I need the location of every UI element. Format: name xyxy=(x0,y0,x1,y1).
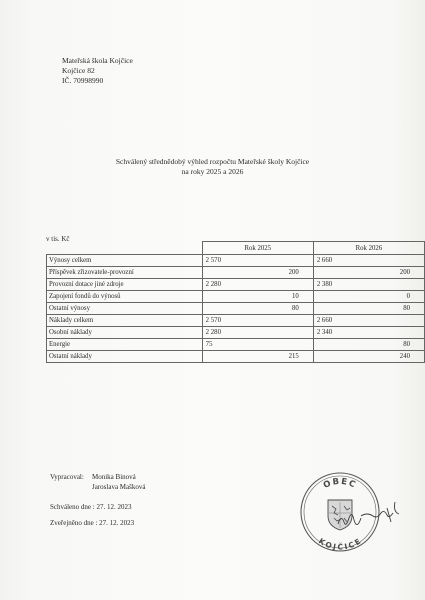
value-2025: 75 xyxy=(202,339,313,351)
prepared-by xyxy=(50,473,146,491)
value-2026: 240 xyxy=(313,351,424,363)
value-2026: 2 660 xyxy=(313,255,424,267)
school-id: IČ. 70998990 xyxy=(62,76,104,85)
currency-unit: v tis. Kč xyxy=(46,235,70,243)
handwritten-signature xyxy=(335,496,425,536)
row-label: Ostatní náklady xyxy=(47,351,203,363)
stamp-top-text: OBEC xyxy=(321,476,359,491)
row-label: Příspěvek zřizovatele-provozní xyxy=(47,267,203,279)
value-2025: 80 xyxy=(202,303,313,315)
row-label: Ostatní výnosy xyxy=(47,303,203,315)
title-line-2: na roky 2025 a 2026 xyxy=(181,167,244,176)
school-name: Mateřská škola Kojčice xyxy=(62,56,133,65)
value-2025: 215 xyxy=(202,351,313,363)
value-2026: 80 xyxy=(313,339,424,351)
table-row xyxy=(47,267,425,279)
row-label: Zapojení fondů do výnosů xyxy=(47,291,203,303)
school-street: Kojčice 82 xyxy=(62,66,95,75)
row-label: Osobní náklady xyxy=(47,327,203,339)
value-2025: 10 xyxy=(202,291,313,303)
row-label: Náklady celkem xyxy=(47,315,203,327)
prepared-label: Vypracoval: xyxy=(50,473,84,481)
school-address-block xyxy=(62,56,133,86)
header-blank-cell xyxy=(47,242,203,255)
table-row xyxy=(47,327,425,339)
value-2025: 2 280 xyxy=(202,327,313,339)
table-row xyxy=(47,291,425,303)
header-year-2026: Rok 2026 xyxy=(313,242,424,255)
budget-table-body xyxy=(47,255,425,363)
value-2025: 200 xyxy=(202,267,313,279)
budget-table xyxy=(46,241,425,363)
document-title xyxy=(0,157,425,177)
value-2026: 0 xyxy=(313,291,424,303)
table-header-row xyxy=(47,242,425,255)
approved-date: Schváleno dne : 27. 12. 2023 xyxy=(50,503,132,511)
value-2025: 2 280 xyxy=(202,279,313,291)
title-line-1: Schválený střednědobý výhled rozpočtu Mateřské školy Kojčice xyxy=(115,157,310,166)
value-2026: 2 340 xyxy=(313,327,424,339)
value-2026: 200 xyxy=(313,267,424,279)
value-2025: 2 570 xyxy=(202,315,313,327)
row-label: Výnosy celkem xyxy=(47,255,203,267)
value-2026: 2 380 xyxy=(313,279,424,291)
value-2025: 2 570 xyxy=(202,255,313,267)
table-row xyxy=(47,279,425,291)
table-row xyxy=(47,303,425,315)
row-label: Energie xyxy=(47,339,203,351)
prepared-names xyxy=(92,473,145,492)
value-2026: 80 xyxy=(313,303,424,315)
value-2026: 2 660 xyxy=(313,315,424,327)
stamp-bottom-text: KOJČICE xyxy=(316,536,364,552)
table-row xyxy=(47,315,425,327)
row-label: Provozní dotace jiné zdroje xyxy=(47,279,203,291)
published-date: Zveřejněno dne : 27. 12. 2023 xyxy=(50,519,135,527)
prepared-name-2: Jaroslava Mašková xyxy=(92,482,146,491)
header-year-2025: Rok 2025 xyxy=(202,242,313,255)
table-row xyxy=(47,255,425,267)
table-row xyxy=(47,351,425,363)
table-row xyxy=(47,339,425,351)
prepared-name-1: Monika Binová xyxy=(92,473,136,481)
